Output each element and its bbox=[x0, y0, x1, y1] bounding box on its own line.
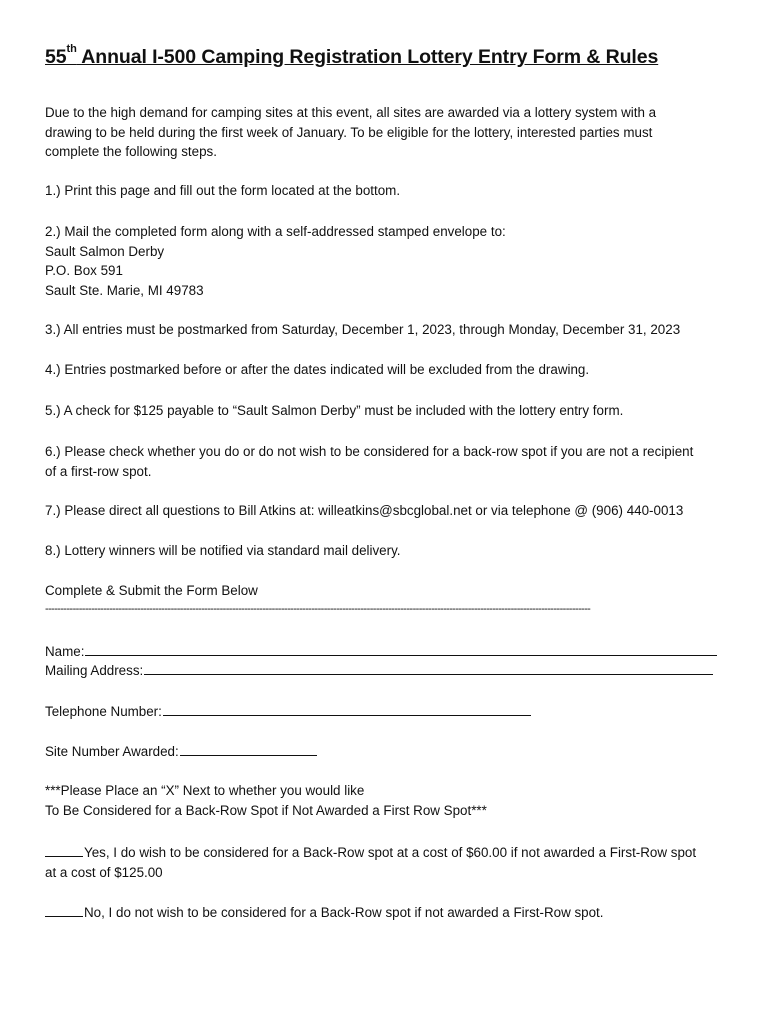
step-8 bbox=[45, 541, 401, 561]
back-row-instructions bbox=[45, 781, 487, 820]
step-line: 7.) Please direct all questions to Bill Atkins at: willeatkins@sbcglobal.net or via telephone @ (906) 440-0013 bbox=[45, 503, 684, 518]
instruction-line: ***Please Place an “X” Next to whether you would like bbox=[45, 783, 365, 798]
option-yes[interactable] bbox=[45, 842, 696, 882]
mailing-address-field[interactable] bbox=[45, 660, 713, 681]
page-title bbox=[45, 43, 659, 69]
title-superscript: th bbox=[66, 43, 77, 55]
step-line: of a first-row spot. bbox=[45, 463, 152, 479]
step-line: 2.) Mail the completed form along with a self-addressed stamped envelope to: bbox=[45, 224, 506, 239]
mail-city-state: Sault Ste. Marie, MI 49783 bbox=[45, 282, 204, 298]
no-mark-blank[interactable] bbox=[45, 902, 83, 917]
name-input-line[interactable] bbox=[85, 641, 717, 656]
form-heading: Complete & Submit the Form Below bbox=[45, 583, 258, 598]
step-line: 6.) Please check whether you do or do not wish to be considered for a back-row spot if you are not a recipient bbox=[45, 444, 694, 459]
mailing-address-input-line[interactable] bbox=[144, 660, 713, 675]
intro-line: drawing to be held during the first week of January. To be eligible for the lottery, interested parties must bbox=[45, 124, 653, 140]
step-5 bbox=[45, 401, 623, 421]
telephone-input-line[interactable] bbox=[163, 701, 531, 716]
instruction-line: To Be Considered for a Back-Row Spot if Not Awarded a First Row Spot*** bbox=[45, 802, 487, 818]
intro-line: complete the following steps. bbox=[45, 144, 217, 159]
site-number-field[interactable] bbox=[45, 741, 317, 762]
mail-recipient: Sault Salmon Derby bbox=[45, 243, 165, 259]
telephone-field[interactable] bbox=[45, 701, 531, 722]
step-2 bbox=[45, 222, 506, 300]
telephone-label: Telephone Number: bbox=[45, 704, 162, 719]
step-line: 1.) Print this page and fill out the form located at the bottom. bbox=[45, 183, 401, 198]
site-number-input-line[interactable] bbox=[180, 741, 317, 756]
yes-mark-blank[interactable] bbox=[45, 842, 83, 857]
yes-option-text: Yes, I do wish to be considered for a Back-Row spot at a cost of $60.00 if not awarded a First-Row spot bbox=[84, 845, 697, 860]
cut-line-separator: ---------------------------------------------------------------------------------------------------------------------------------------------------------------------------------- bbox=[45, 603, 591, 615]
title-number: 55 bbox=[45, 46, 67, 68]
intro-paragraph bbox=[45, 103, 656, 162]
no-option-text: No, I do not wish to be considered for a Back-Row spot if not awarded a First-Row spot. bbox=[84, 905, 604, 920]
name-label: Name: bbox=[45, 644, 85, 659]
step-7 bbox=[45, 501, 683, 521]
step-line: 4.) Entries postmarked before or after the dates indicated will be excluded from the drawing. bbox=[45, 362, 590, 377]
step-line: 8.) Lottery winners will be notified via standard mail delivery. bbox=[45, 543, 401, 558]
mail-po-box: P.O. Box 591 bbox=[45, 263, 123, 278]
option-no[interactable] bbox=[45, 902, 604, 923]
name-field[interactable] bbox=[45, 641, 717, 662]
intro-line: Due to the high demand for camping sites at this event, all sites are awarded via a lottery system with a bbox=[45, 105, 657, 120]
mailing-address-label: Mailing Address: bbox=[45, 663, 144, 678]
step-6 bbox=[45, 442, 693, 481]
step-3 bbox=[45, 320, 680, 340]
step-line: 3.) All entries must be postmarked from Saturday, December 1, 2023, through Monday, December 31, 2023 bbox=[45, 322, 681, 337]
step-4 bbox=[45, 360, 589, 380]
yes-option-text-continued: at a cost of $125.00 bbox=[45, 864, 163, 880]
title-text: Annual I-500 Camping Registration Lottery Entry Form & Rules bbox=[76, 46, 659, 68]
step-1 bbox=[45, 181, 400, 201]
site-number-label: Site Number Awarded: bbox=[45, 744, 179, 759]
step-line: 5.) A check for $125 payable to “Sault Salmon Derby” must be included with the lottery entry form. bbox=[45, 403, 624, 418]
